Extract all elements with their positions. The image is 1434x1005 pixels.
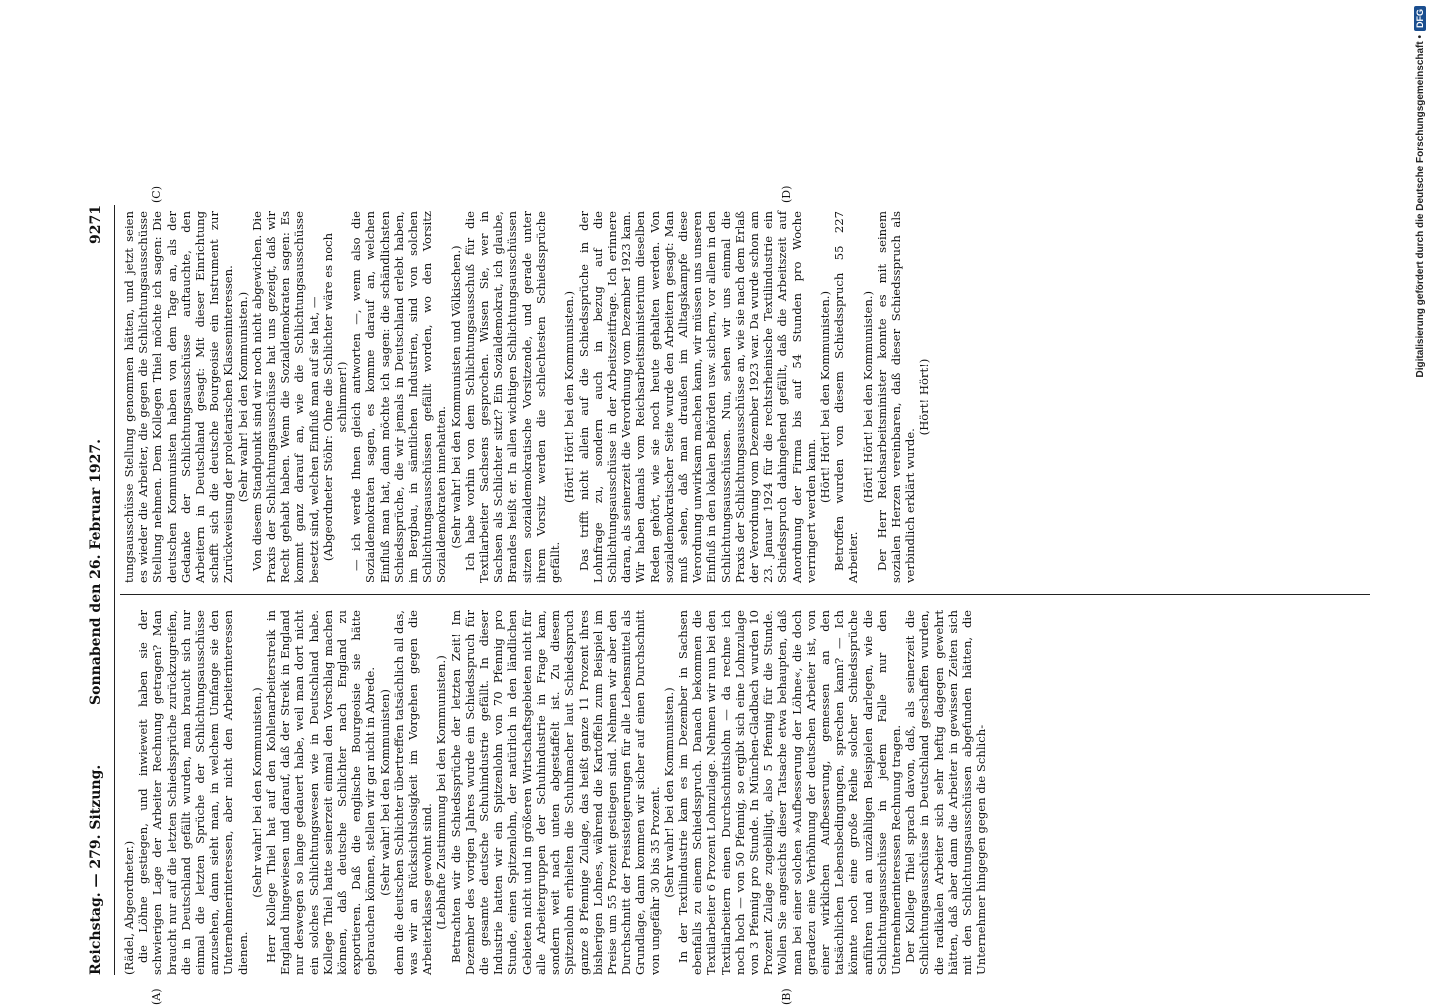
margin-marker-a: (A) xyxy=(150,988,163,1005)
funding-note xyxy=(1408,0,1432,1000)
paragraph: tungsausschüsse Stellung genommen hätten, und jetzt seien es wieder die Arbeiter, die gegen die Schlichtungsausschüsse Stellung nehmen. Dem Kollegen Thiel möchte ich sagen: Die deutschen Kommunisten haben von dem Tage an, als der Gedanke der Schlichtungsausschüsse auftauchte, den Arbeitern in Deutschland gesagt: Mit dieser Einrichtung schafft sich die deutsche Bourgeoisie ein Instrument zur Zurückweisung der proletarischen Klasseninteressen. xyxy=(122,211,236,583)
page-header xyxy=(80,205,116,975)
interjection: (Sehr wahr! bei den Kommunisten.) xyxy=(661,687,676,898)
paragraph: Betroffen wurden von diesem Schiedsspruch 55 227 Arbeiter. xyxy=(832,211,861,583)
paragraph: Betrachten wir die Schiedssprüche der letzten Zeit! Im Dezember des vorigen Jahres wurde ein Schiedsspruch für die gesamte deutsche Schuhindustrie gefällt. In dieser Industrie hatten wir ein Spitzenlohn von 70 Pfennig pro Stunde, einen Spitzenlohn, der natürlich in den ländlichen Gebieten nicht und in größeren Wirtschaftsgebieten nicht für alle Arbeitergruppen der Schuhindustrie in Frage kam, sondern weit nach unten abgestaffelt ist. Zu diesem Spitzenlohn erhielten die Schuhmacher laut Schiedsspruch ganze 8 Pfennige Zulage, das heißt ganze 11 Prozent ihres bisherigen Lohnes, während die Kartoffeln zum Beispiel im Preise um 55 Prozent gestiegen sind. Nehmen wir aber den Durchschnitt der Preissteigerungen für alle Lebensmittel als Grundlage, dann kommen wir sicher auf einen Durchschnitt von ungefähr 30 bis 35 Prozent. xyxy=(448,610,662,975)
interjection: (Hört! Hört! bei den Kommunisten.) xyxy=(860,291,875,504)
interjection: (Hört! Hört!) xyxy=(917,358,932,436)
interjection: (Sehr wahr! bei den Kommunisten.) xyxy=(235,291,250,503)
column-divider xyxy=(120,594,1370,595)
header-date: Sonnabend den 26. Februar 1927. xyxy=(88,439,104,705)
left-column xyxy=(122,610,988,975)
interjection: (Sehr wahr! bei den Kommunisten) xyxy=(377,689,392,896)
paragraph: Das trifft nicht allein auf die Schiedssprüche in der Lohnfrage zu, sondern auch in bezug auf die Schlichtungsausschüsse in der Arbeitszeitfrage. Ich erinnere daran, als seinerzeit die Verordnung vom Dezember 1923 kam. Wir haben damals vom Reichsarbeitsministerium dieselben Reden gehört, wie sie noch heute gehalten werden. Von sozialdemokratischer Seite wurde den Arbeitern gesagt: Man muß sehen, daß man draußen im Alltagskampfe diese Verordnung unwirksam machen kann, wir müssen uns unseren Einfluß in den lokalen Behörden usw. sichern, vor allem in den Schlichtungsausschüssen. Nun, sehen wir uns einmal die Praxis der Schlichtungsausschüsse an, wie sie nach dem Erlaß der Verordnung vom Dezember 1923 war. Da wurde schon am 23. Januar 1924 für die rechtsrheinische Textilindustrie ein Schiedsspruch dahingehend gefällt, daß die Arbeitszeit auf Anordnung der Firma bis auf 54 Stunden pro Woche verringert werden kann. xyxy=(576,211,818,583)
interjection: (Hört! Hört! bei den Kommunisten.) xyxy=(817,291,832,504)
header-left: Reichstag. — 279. Sitzung. xyxy=(88,764,104,975)
paragraph: die Löhne gestiegen, und inwieweit haben sie der schwierigen Lage der Arbeiter Rechnung getragen? Man braucht nur auf die letzten Schiedssprüche zurückzugreifen, die in Deutschland gefällt wurden, man braucht sich nur einmal die letzten Sprüche der Schlichtungsausschüsse anzusehen, dann sieht man, in welchem Umfange sie den Unternehmerinteressen, aber nicht den Arbeiterinteressen dienen. xyxy=(136,610,250,975)
interjection: (Hört! Hört! bei den Kommunisten.) xyxy=(562,291,577,504)
paragraph: Von diesem Standpunkt sind wir noch nicht abgewichen. Die Praxis der Schlichtungsausschüsse hat uns gezeigt, daß wir Recht gehabt haben. Wenn die Sozialdemokraten sagen: Es kommt ganz darauf an, wie die Schlichtungsausschüsse besetzt sind, welchen Einfluß man auf sie hat, — xyxy=(249,211,321,583)
paragraph: Der Kollege Thiel sprach davon, daß, als seinerzeit die Schlichtungsausschüsse in Deutschland geschaffen wurden, die radikalen Arbeiter sich sehr heftig dagegen gewehrt hätten, daß aber dann die Arbeiter in gewissen Zeiten sich mit den Schlichtungsausschüssen abgefunden hätten, die Unternehmer hingegen gegen die Schlich- xyxy=(903,610,989,975)
right-column xyxy=(122,211,932,583)
funding-note-text: Digitalisierung gefördert durch die Deutsche Forschungsgemeinschaft • xyxy=(1414,35,1426,378)
interjection: (Sehr wahr! bei den Kommunisten und Völkischen.) xyxy=(448,245,463,549)
margin-marker-c: (C) xyxy=(150,186,163,203)
page-number: 9271 xyxy=(88,205,104,244)
document-page xyxy=(80,185,1390,1005)
margin-marker-d: (D) xyxy=(780,185,793,203)
interjection: (Sehr wahr! bei den Kommunisten.) xyxy=(249,687,264,898)
paragraph: Herr Kollege Thiel hat auf den Kohlenarbeiterstreik in England hingewiesen und darauf, daß der Streik in England nur deswegen so lange gedauert habe, weil man dort nicht ein solches Schlichtungswesen wie in Deutschland habe. Kollege Thiel hatte seinerzeit einmal den Vorschlag machen können, daß deutsche Schlichter nach England zu exportieren. Daß die englische Bourgeoisie sie hätte gebrauchen können, stellen wir gar nicht in Abrede. xyxy=(264,610,378,975)
paragraph: — ich werde Ihnen gleich antworten —, wenn also die Sozialdemokraten sagen, es komme darauf an, welchen Einfluß man hat, dann möchte ich sagen: die schändlichsten Schiedssprüche, die wir jemals in Deutschland erlebt haben, im Bergbau, in sämtlichen Industrien, sind von solchen Schlichtungsausschüssen gefällt worden, wo den Vorsitz Sozialdemokraten innehatten. xyxy=(349,211,449,583)
interjection: (Abgeordneter Stöhr: Ohne die Schlichter wäre es noch schlimmer!) xyxy=(320,232,350,562)
paragraph: (Rädel, Abgeordneter.) xyxy=(122,840,136,975)
margin-marker-b: (B) xyxy=(780,988,793,1005)
dfg-logo: DFG xyxy=(1414,6,1426,31)
paragraph: Der Herr Reichsarbeitsminister konnte es mit seinem sozialen Herzen vereinbaren, daß dieser Schiedsspruch als verbindlich erklärt wurde. xyxy=(874,211,918,583)
header-rule xyxy=(114,205,115,975)
interjection: (Lebhafte Zustimmung bei den Kommunisten.) xyxy=(434,655,449,930)
paragraph: denn die deutschen Schlichter übertreffen tatsächlich all das, was wir an Rücksichtslosigkeit im Vorgehen gegen die Arbeiterklasse gewohnt sind. xyxy=(391,610,435,975)
paragraph: Ich habe vorhin von dem Schlichtungsausschuß für die Textilarbeiter Sachsens gesprochen. Wissen Sie, wer in Sachsen als Schlichter sitzt? Ein Sozialdemokrat, ich glaube, Brandes heißt er. In allen wichtigen Schlichtungsausschüssen sitzen sozialdemokratische Vorsitzende, und gerade unter ihrem Vorsitz werden die schlechtesten Schiedssprüche gefällt. xyxy=(462,211,563,583)
paragraph: In der Textilindustrie kam es im Dezember in Sachsen ebenfalls zu einem Schiedsspruch. Danach bekommen die Textilarbeiter 6 Prozent Lohnzulage. Nehmen wir nun bei den Textilarbeitern einen Durchschnittslohn — da rechne ich noch hoch — von 50 Pfennig, so ergibt sich eine Lohnzulage von 3 Pfennig pro Stunde. In München-Gladbach wurden 10 Prozent Zulage zugebilligt, also 5 Pfennig für die Stunde. Wollen Sie angesichts dieser Tatsache etwa behaupten, daß man bei einer solchen »Aufbesserung der Löhne«, die doch geradezu eine Verhöhnung der deutschen Arbeiter ist, von einer wirklichen Aufbesserung, gemessen an den tatsächlichen Lebensbedingungen, sprechen kann? — Ich könnte noch eine große Reihe solcher Schiedssprüche anführen und an unzähligen Beispielen darlegen, wie die Schlichtungsausschüsse in jedem Falle nur den Unternehmerinteressen Rechnung tragen. xyxy=(675,610,903,975)
